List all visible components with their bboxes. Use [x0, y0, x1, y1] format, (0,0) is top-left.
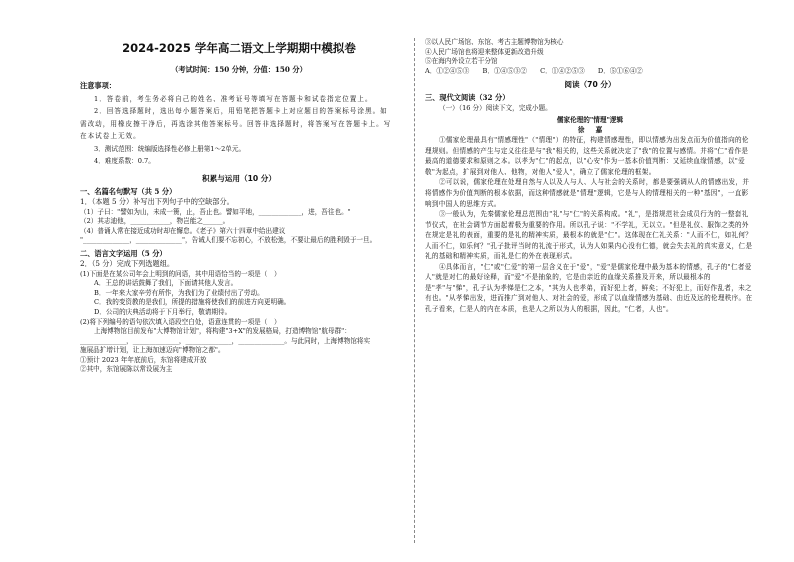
answer-options: A．①②④⑤③ B．①④⑤③② C．①④②⑤③ D．⑤①⑥④②	[425, 66, 643, 75]
q2-text: 施展品扩增计划，让上海加速迈向"博物馆之都"。	[80, 346, 225, 355]
q2-sub: (1)下面是在某公司年会上明到的问语，其中用语恰当的一项是（ ）	[80, 269, 281, 278]
exam-subtitle: （考试时间：150 分钟，分值：150 分）	[171, 64, 307, 74]
note-item: 4．难度系数：0.7。	[94, 157, 155, 166]
q1-line: （1）子曰："譬如为山，未成一篑，止，吾止也。譬如平地，_____________，进，吾往也。"	[80, 207, 351, 216]
q1-line: "______________，______________"，告诫人们要不忘初心，不放松弛，不要让最后的胜利毁于一旦。	[80, 236, 377, 245]
q2-item: ②其中，东馆展陈以常设展为主	[80, 365, 173, 374]
sub-heading: （一）（16 分）阅读下文，完成小题。	[439, 103, 552, 112]
article-paragraph: ④具体而言，"仁"或"仁爱"的第一层含义在于"爱"，"爱"是儒家伦理中最为基本的情感，孔子的"仁者爱人"就是对仁的最好诠释，而"爱"不是抽象的，它是由亲近的血缘关系推及开来，所以最根本的是"孝"与"悌"，孔子认为孝悌是仁之本，"其为人也孝弟，而好犯上者，鲜矣；不好犯上，而好作乱者，未之有也。"从孝悌出发，进而推广到对他人、对社会的爱，形成了以血缘情感为基础、由近及远的伦理秩序。在孔子看来，仁是人的内在本质，也是人之所以为人的根据，因此，"仁者，人也"。	[425, 262, 753, 314]
q2-text: 上海博物馆目前发布"大博物馆计划"，将构建"3+X"的发展格局，打造博物馆"航母群"：	[94, 327, 351, 336]
note-item: 1．答卷前，考生务必将自己的姓名、准考证号等填写在答题卡和试卷指定位置上。	[94, 94, 373, 103]
article-paragraph: ②可以说，儒家伦理在处理自然与人以及人与人、人与社会的关系时，都是要强调从人的情感出发，并将情感作为价值判断的根本依据，而这种情感就是"情理"逻辑，它是与人的情理相关的一种"基因"，一直影响到中国人的思维方式。	[425, 178, 750, 208]
question-2: 2．（5 分）完成下列选题组。	[80, 259, 175, 269]
section-title: 积累与运用（10 分）	[202, 173, 276, 183]
q2-item: ⑤在海内外设立若干分馆	[425, 57, 498, 66]
article-paragraph: ①儒家伦理最具有"情感理性"（"情理"）的特征，构建情感理性，即以情感为出发点而为价值指向的伦理规则。但情感的产生与定义往往是与"我"相关的，这些关系就决定了"我"的位置与感情。并将"仁"看作是最高的道德要求和原则之本。以孝为"仁"的起点，以"心安"作为一基本价值判断：又延续血缘情感，以"爱敬"为起点，扩展到对他人、他物，对他人"爱人"，确立了儒家伦理的框架。	[425, 136, 749, 176]
question-1: 1．（本题 5 分）补写出下列句子中的空缺部分。	[80, 197, 234, 207]
q2-sub: (2)将下列编号的语句依次填入语段空白处，语意连贯的一项是（ ）	[80, 317, 281, 326]
reading-title: 阅读（70 分）	[564, 80, 616, 90]
article-paragraph: ③一般认为，先秦儒家伦理总范围由"礼"与"仁"的关系构成。"礼"，是指规范社会成员行为的一整套礼节仪式，在社会调节方面起着极为重要的作用。所以孔子说："不学礼，无以立。"但是礼仪、服饰之类的外在规定是礼的表面，重要的是礼的精神实质，最根本的就是"仁"。这体现在仁礼关系："人而不仁，如礼何？人而不仁，如乐何？"孔子批评当时的礼流于形式，认为人如果内心没有仁德，就会失去礼的真实意义，仁是礼的基础和精神实质，而礼是仁的外在表现形式。	[425, 210, 753, 261]
q2-item: ④人民广场馆也将迎来整体更新改造升级	[425, 47, 544, 56]
q2-text: ______________，______________，______________，______________。与此同时，上海博物馆将实	[80, 336, 371, 345]
part-heading: 一、名篇名句默写（共 5 分）	[80, 186, 177, 196]
q2-item: ①预计 2023 年年底前后，东馆将建成开放	[80, 355, 207, 364]
q2-option: D．公司的庆典活动将于下月举行，敬请期待。	[94, 307, 232, 316]
part-heading: 二、语言文字运用（5 分）	[80, 248, 167, 258]
q2-option: B．一年来大家辛劳有所作，为我们为了业绩付出了劳动。	[94, 288, 264, 297]
left-column	[80, 38, 398, 375]
q2-option: A．王总的讲话鼓舞了我们，下面请其他人发言。	[94, 279, 238, 288]
note-item: 3．测试范围：统编版选择性必修上册第1～2单元。	[94, 144, 246, 153]
article-author: 徐 嘉	[577, 125, 603, 134]
right-column	[425, 38, 755, 315]
article-title: 儒家伦理的"情理"逻辑	[556, 116, 624, 125]
exam-title: 2024-2025 学年高二语文上学期期中模拟卷	[122, 41, 356, 55]
part-heading: 三、现代文阅读（32 分）	[425, 93, 510, 103]
q2-item: ③以人民广场馆、东馆、考古主题博物馆为核心	[425, 38, 564, 46]
q1-line: （4）普诵人常在接近成功时却在懈怠。《老子》第六十四章中给出建议	[80, 226, 286, 235]
q2-option: C．我的变资教的是我们，所提的措施将使我们的前进方向更明确。	[94, 298, 291, 307]
note-item: 在本试卷上无效。	[80, 132, 141, 141]
note-item: 需改动，用橡皮擦干净后，再选涂其他答案标号。回答非选择题时，将答案写在答题卡上。写	[80, 119, 392, 128]
notes-heading: 注意事项：	[80, 81, 116, 91]
q1-line: （2）其志迪他，____________，物岂能之______。	[80, 217, 230, 226]
note-item: 2．回答选择题时，选出每小题答案后，用铅笔把答题卡上对应题目的答案标号涂黑。如	[94, 107, 388, 116]
column-divider	[414, 38, 415, 543]
